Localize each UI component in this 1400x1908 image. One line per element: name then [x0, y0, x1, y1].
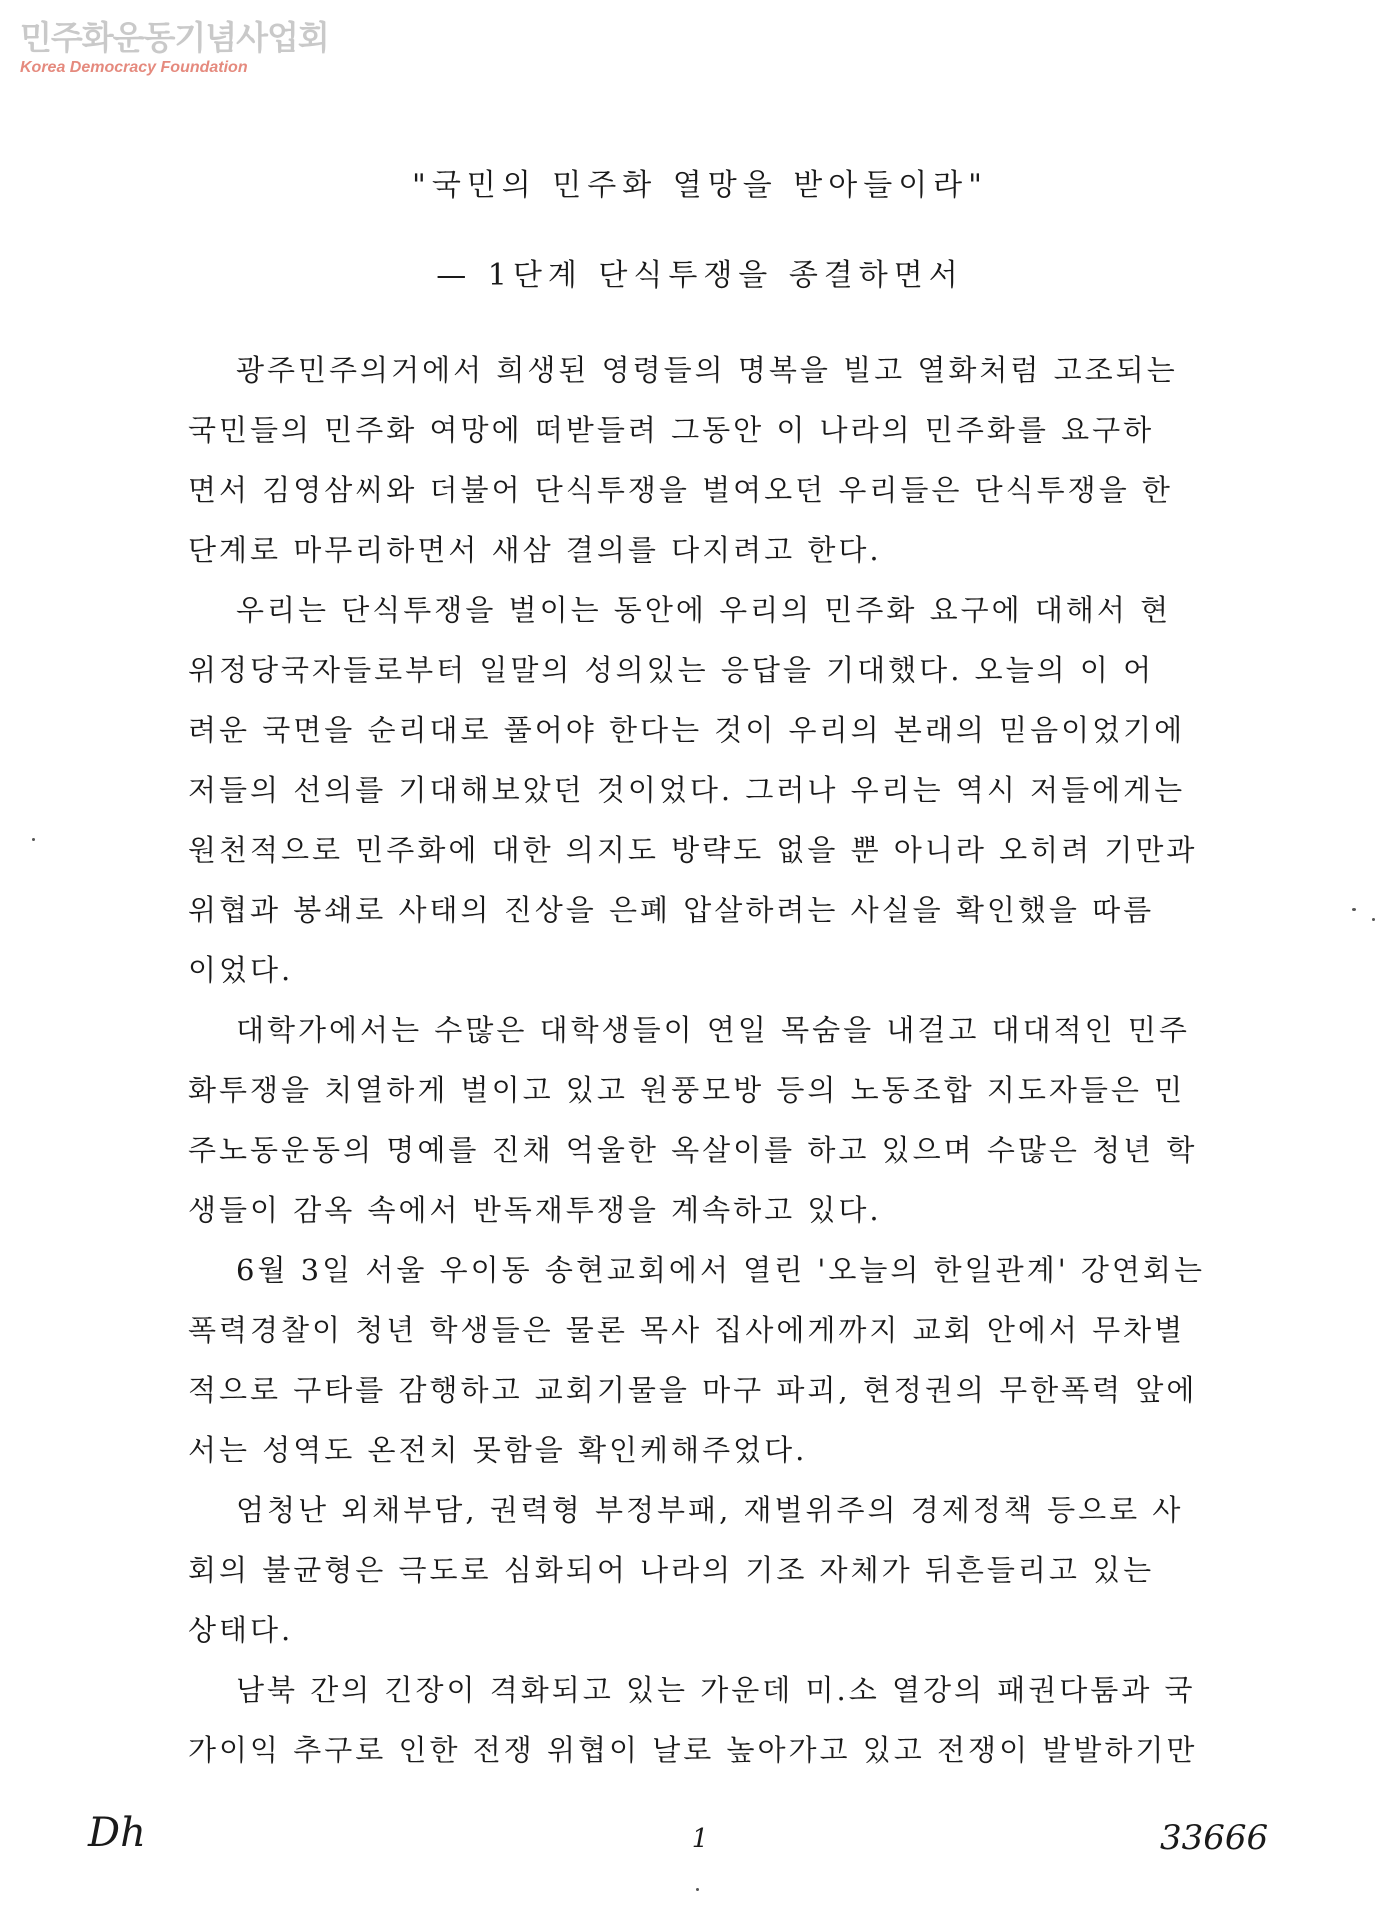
text-line: 적으로 구타를 감행하고 교회기물을 마구 파괴, 현정권의 무한폭력 앞에 [188, 1373, 1198, 1407]
paragraph-6 [188, 1660, 1228, 1780]
text-line: 우리는 단식투쟁을 벌이는 동안에 우리의 민주화 요구에 대해서 현 [236, 593, 1172, 627]
scan-speck [696, 1888, 699, 1891]
text-line: 회의 불균형은 극도로 심화되어 나라의 기조 자체가 뒤흔들리고 있는 [188, 1553, 1155, 1587]
text-line: 이었다. [188, 953, 294, 987]
text-line: 려운 국면을 순리대로 풀어야 한다는 것이 우리의 본래의 믿음이었기에 [188, 713, 1186, 747]
text-line: 가이익 추구로 인한 전쟁 위협이 날로 높아가고 있고 전쟁이 발발하기만 [188, 1733, 1198, 1767]
text-line: 6월 3일 서울 우이동 송현교회에서 열린 '오늘의 한일관계' 강연회는 [236, 1253, 1205, 1287]
text-line: 대학가에서는 수많은 대학생들이 연일 목숨을 내걸고 대대적인 민주 [236, 1013, 1190, 1047]
document-subtitle: — 1단계 단식투쟁을 종결하면서 [436, 258, 964, 293]
document-number: 33666 [1160, 1818, 1269, 1858]
watermark-korean: 민주화운동기념사업회 [20, 18, 329, 57]
paragraph-5 [188, 1480, 1228, 1660]
watermark-english: Korea Democracy Foundation [20, 59, 248, 76]
text-line: 폭력경찰이 청년 학생들은 물론 목사 집사에게까지 교회 안에서 무차별 [188, 1313, 1186, 1347]
document-body [188, 340, 1228, 1780]
text-line: 원천적으로 민주화에 대한 의지도 방략도 없을 뿐 아니라 오히려 기만과 [188, 833, 1198, 867]
text-line: 서는 성역도 온전치 못함을 확인케해주었다. [188, 1433, 808, 1467]
text-line: 위협과 봉쇄로 사태의 진상을 은폐 압살하려는 사실을 확인했을 따름 [188, 893, 1155, 927]
text-line: 생들이 감옥 속에서 반독재투쟁을 계속하고 있다. [188, 1193, 882, 1227]
text-line: 국민들의 민주화 여망에 떠받들려 그동안 이 나라의 민주화를 요구하 [188, 413, 1155, 447]
text-line: 단계로 마무리하면서 새삼 결의를 다지려고 한다. [188, 533, 882, 567]
text-line: 남북 간의 긴장이 격화되고 있는 가운데 미.소 열강의 패권다툼과 국 [236, 1673, 1196, 1707]
scan-speck [1372, 918, 1375, 921]
page-number: 1 [691, 1824, 709, 1854]
paragraph-1 [188, 340, 1228, 580]
scan-speck [32, 838, 35, 841]
paragraph-3 [188, 1000, 1228, 1240]
text-line: 위정당국자들로부터 일말의 성의있는 응답을 기대했다. 오늘의 이 어 [188, 653, 1155, 687]
paragraph-2 [188, 580, 1228, 1000]
paragraph-4 [188, 1240, 1228, 1480]
text-line: 엄청난 외채부담, 권력형 부정부패, 재벌위주의 경제정책 등으로 사 [236, 1493, 1184, 1527]
handwritten-initial: Dh [88, 1810, 146, 1856]
foundation-watermark [20, 18, 329, 78]
text-line: 면서 김영삼씨와 더불어 단식투쟁을 벌여오던 우리들은 단식투쟁을 한 [188, 473, 1173, 507]
text-line: 주노동운동의 명예를 진채 억울한 옥살이를 하고 있으며 수많은 청년 학 [188, 1133, 1198, 1167]
scan-speck [1352, 908, 1356, 911]
text-line: 광주민주의거에서 희생된 영령들의 명복을 빌고 열화처럼 고조되는 [236, 353, 1178, 387]
document-title: "국민의 민주화 열망을 받아들이라" [412, 168, 988, 203]
text-line: 상태다. [188, 1613, 294, 1647]
text-line: 화투쟁을 치열하게 벌이고 있고 원풍모방 등의 노동조합 지도자들은 민 [188, 1073, 1186, 1107]
text-line: 저들의 선의를 기대해보았던 것이었다. 그러나 우리는 역시 저들에게는 [188, 773, 1186, 807]
